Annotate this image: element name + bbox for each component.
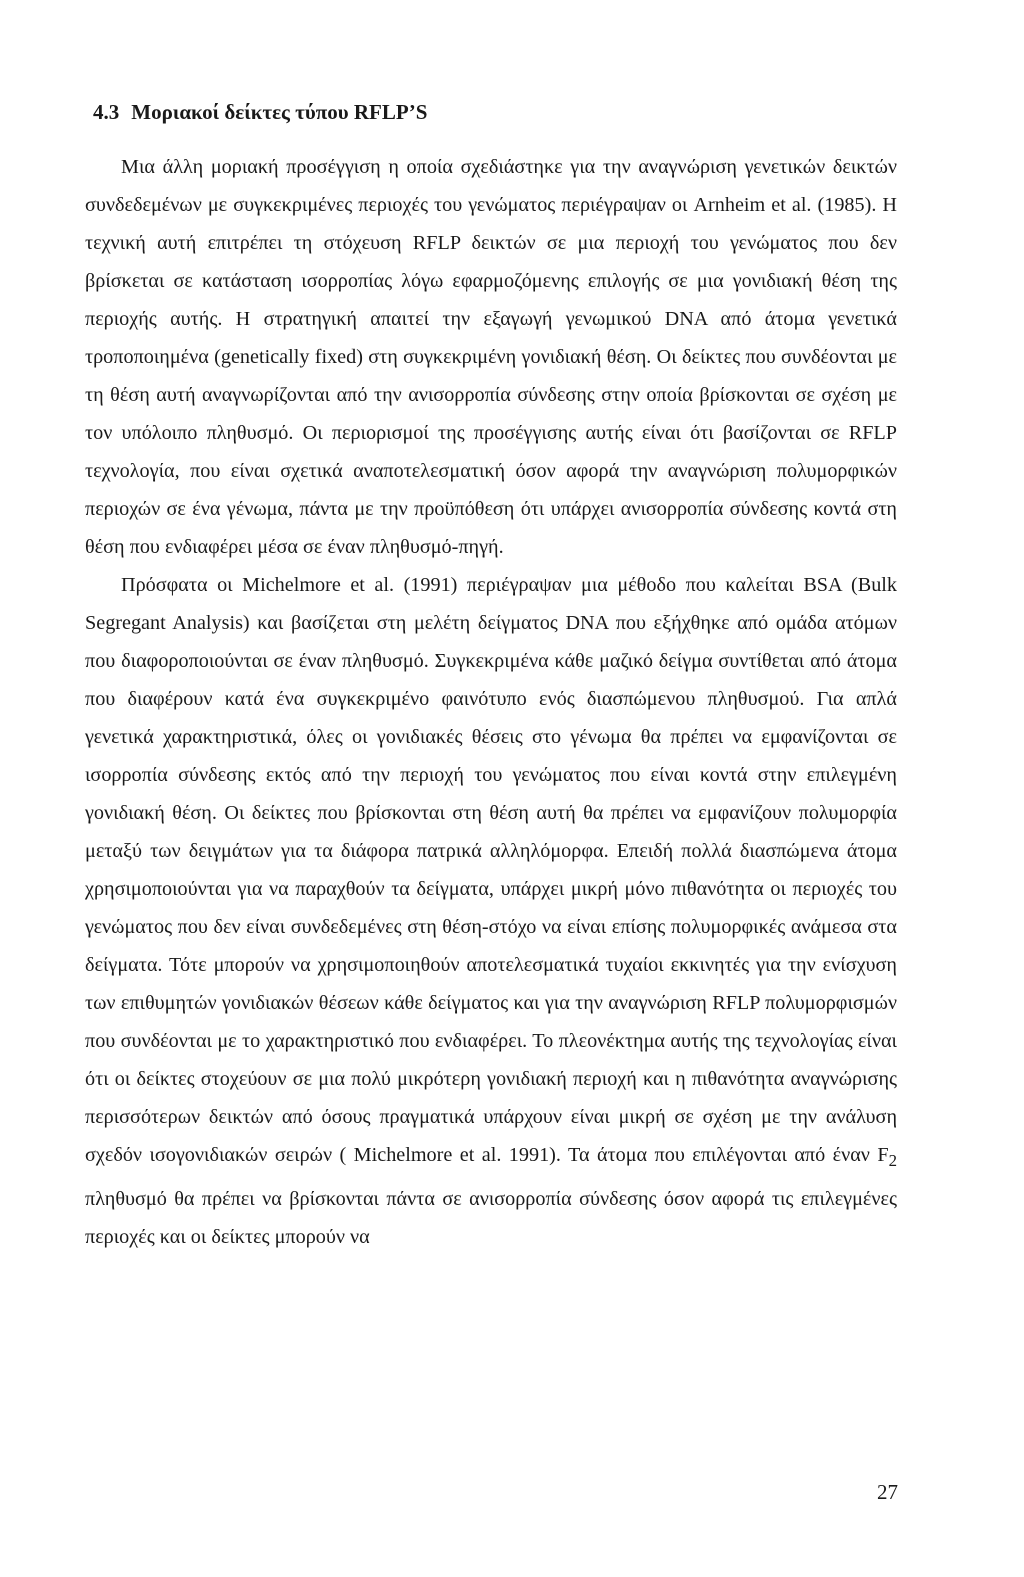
paragraph-2-text-b: πληθυσμό θα πρέπει να βρίσκονται πάντα σε ανισορροπία σύνδεσης όσον αφορά τις επιλεγμένες περιοχές και οι δείκτες μπορούν να: [85, 1188, 897, 1249]
page-number: 27: [877, 1480, 898, 1504]
section-title: Μοριακοί δείκτες τύπου RFLP’S: [131, 100, 428, 124]
body-text: [85, 148, 897, 1256]
subscript-index: 2: [888, 1151, 897, 1171]
paragraph-1: Μια άλλη μοριακή προσέγγιση η οποία σχεδιάστηκε για την αναγνώριση γενετικών δεικτών συνδεδεμένων με συγκεκριμένες περιοχές του γενώματος περιέγραψαν οι Arnheim et al. (1985). Η τεχνική αυτή επιτρέπει τη στόχευση RFLP δεικτών σε μια περιοχή του γενώματος που δεν βρίσκεται σε κατάσταση ισορροπίας λόγω εφαρμοζόμενης επιλογής σε μια γονιδιακή θέση της περιοχής αυτής. Η στρατηγική απαιτεί την εξαγωγή γενωμικού DNA από άτομα γενετικά τροποποιημένα (genetically fixed) στη συγκεκριμένη γονιδιακή θέση. Οι δείκτες που συνδέονται με τη θέση αυτή αναγνωρίζονται από την ανισορροπία σύνδεσης στην οποία βρίσκονται σε σχέση με τον υπόλοιπο πληθυσμό. Οι περιορισμοί της προσέγγισης αυτής είναι ότι βασίζονται σε RFLP τεχνολογία, που είναι σχετικά αναποτελεσματική όσον αφορά την αναγνώριση πολυμορφικών περιοχών σε ένα γένωμα, πάντα με την προϋπόθεση ότι υπάρχει ανισορροπία σύνδεσης κοντά στη θέση που ενδιαφέρει μέσα σε έναν πληθυσμό-πηγή.: [85, 156, 897, 558]
section-number: 4.3: [93, 100, 120, 124]
paragraph-2-text-a: Πρόσφατα οι Michelmore et al. (1991) περιέγραψαν μια μέθοδο που καλείται BSA (Bulk Segregant Analysis) και βασίζεται στη μελέτη δείγματος DNA που εξήχθηκε από ομάδα ατόμων που διαφοροποιούνται σε έναν πληθυσμό. Συγκεκριμένα κάθε μαζικό δείγμα συντίθεται από άτομα που διαφέρουν κατά ένα συγκεκριμένο φαινότυπο ενός διασπώμενου πληθυσμού. Για απλά γενετικά χαρακτηριστικά, όλες οι γονιδιακές θέσεις στο γένωμα θα πρέπει να εμφανίζονται σε ισορροπία σύνδεσης εκτός από την περιοχή του γενώματος που είναι κοντά στην επιλεγμένη γονιδιακή θέση. Οι δείκτες που βρίσκονται στη θέση αυτή θα πρέπει να εμφανίζουν πολυμορφία μεταξύ των δειγμάτων για τα διάφορα πατρικά αλληλόμορφα. Επειδή πολλά διασπώμενα άτομα χρησιμοποιούνται για να παραχθούν τα δείγματα, υπάρχει μικρή μόνο πιθανότητα οι περιοχές του γενώματος που δεν είναι συνδεδεμένες στη θέση-στόχο να είναι επίσης πολυμορφικές ανάμεσα στα δείγματα. Τότε μπορούν να χρησιμοποιηθούν αποτελεσματικά τυχαίοι εκκινητές για την ενίσχυση των επιθυμητών γονιδιακών θέσεων κάθε δείγματος και για την αναγνώριση RFLP πολυμορφισμών που συνδέονται με το χαρακτηριστικό που ενδιαφέρει. Το πλεονέκτημα αυτής της τεχνολογίας είναι ότι οι δείκτες στοχεύουν σε μια πολύ μικρότερη γονιδιακή περιοχή και η πιθανότητα αναγνώρισης περισσότερων δεικτών από όσους πραγματικά υπάρχουν είναι μικρή σε σχέση με την ανάλυση σχεδόν ισογονιδιακών σειρών ( Michelmore et al. 1991). Τα άτομα που επιλέγονται από έναν F: [85, 574, 897, 1166]
section-heading: [93, 98, 427, 126]
paragraph-2: [85, 566, 897, 1256]
